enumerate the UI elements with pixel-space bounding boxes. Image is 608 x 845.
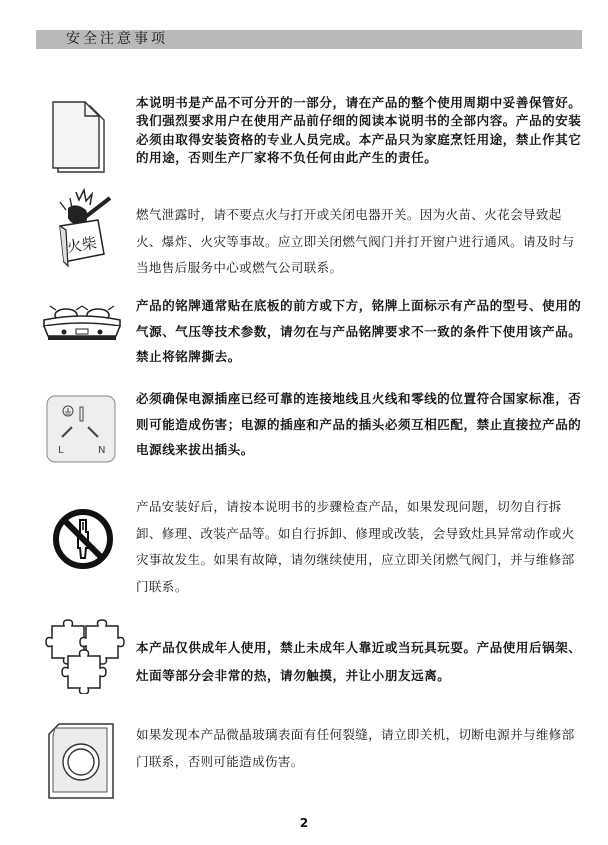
- section-text: 如果发现本产品微晶玻璃表面有任何裂缝，请立即关机，切断电源并与维修部门联系，否则可能造成伤害。: [136, 727, 575, 769]
- match-box-label: 火柴: [65, 233, 99, 257]
- section-text: 本说明书是产品不可分开的一部分，请在产品的整个使用周期中妥善保管好。我们强烈要求用户在使用产品前仔细的阅读本说明书的全部内容。产品的安装必须由取得安装资格的专业人员完成。本产品只为家庭烹饪用途，禁止作其它的用途，否则生产厂家将不负任何由此产生的责任。: [136, 95, 582, 166]
- puzzle-icon: [44, 618, 126, 694]
- page-number: 2: [299, 816, 309, 830]
- section-text: 燃气泄露时，请不要点火与打开或关闭电器开关。因为火苗、火花会导致起火、爆炸、火灾等事故。应立即关闭燃气阀门并打开窗户进行通风。请及时与当地售后服务中心或燃气公司联系。: [136, 207, 575, 275]
- live-label: L: [58, 445, 64, 456]
- neutral-label: N: [98, 445, 106, 456]
- section-text: 产品的铭牌通常贴在底板的前方或下方，铭牌上面标示有产品的型号、使用的气源、气压等技术参数，请勿在与产品铭牌要求不一致的条件下使用该产品。禁止将铭牌撕去。: [136, 298, 582, 364]
- section-text: 产品安装好后，请按本说明书的步骤检查产品，如果发现问题，切勿自行拆卸、修理、改装产品等。如自行拆卸、修理或改装，会导致灶具异常动作或火灾事故发生。如果有故障，请勿继续使用，应立即关闭燃气阀门，并与维修部门联系。: [136, 499, 575, 594]
- document-icon: [50, 100, 110, 176]
- page-title: 安全注意事项: [66, 31, 168, 47]
- match-fire-icon: [46, 188, 118, 270]
- glass-panel-icon: [47, 722, 115, 800]
- gas-stove-icon: [40, 302, 124, 348]
- section-text: 必须确保电源插座已经可靠的连接地线且火线和零线的位置符合国家标准，否则可能造成伤害；电源的插座和产品的插头必须互相匹配，禁止直接拉产品的电源线来拔出插头。: [136, 391, 582, 457]
- power-socket-icon: [46, 395, 116, 463]
- no-disassembly-icon: [52, 508, 114, 570]
- section-text: 本产品仅供成年人使用，禁止未成年人靠近或当玩具玩耍。产品使用后锅架、灶面等部分会非常的热，请勿触摸，并让小朋友远离。: [136, 640, 582, 683]
